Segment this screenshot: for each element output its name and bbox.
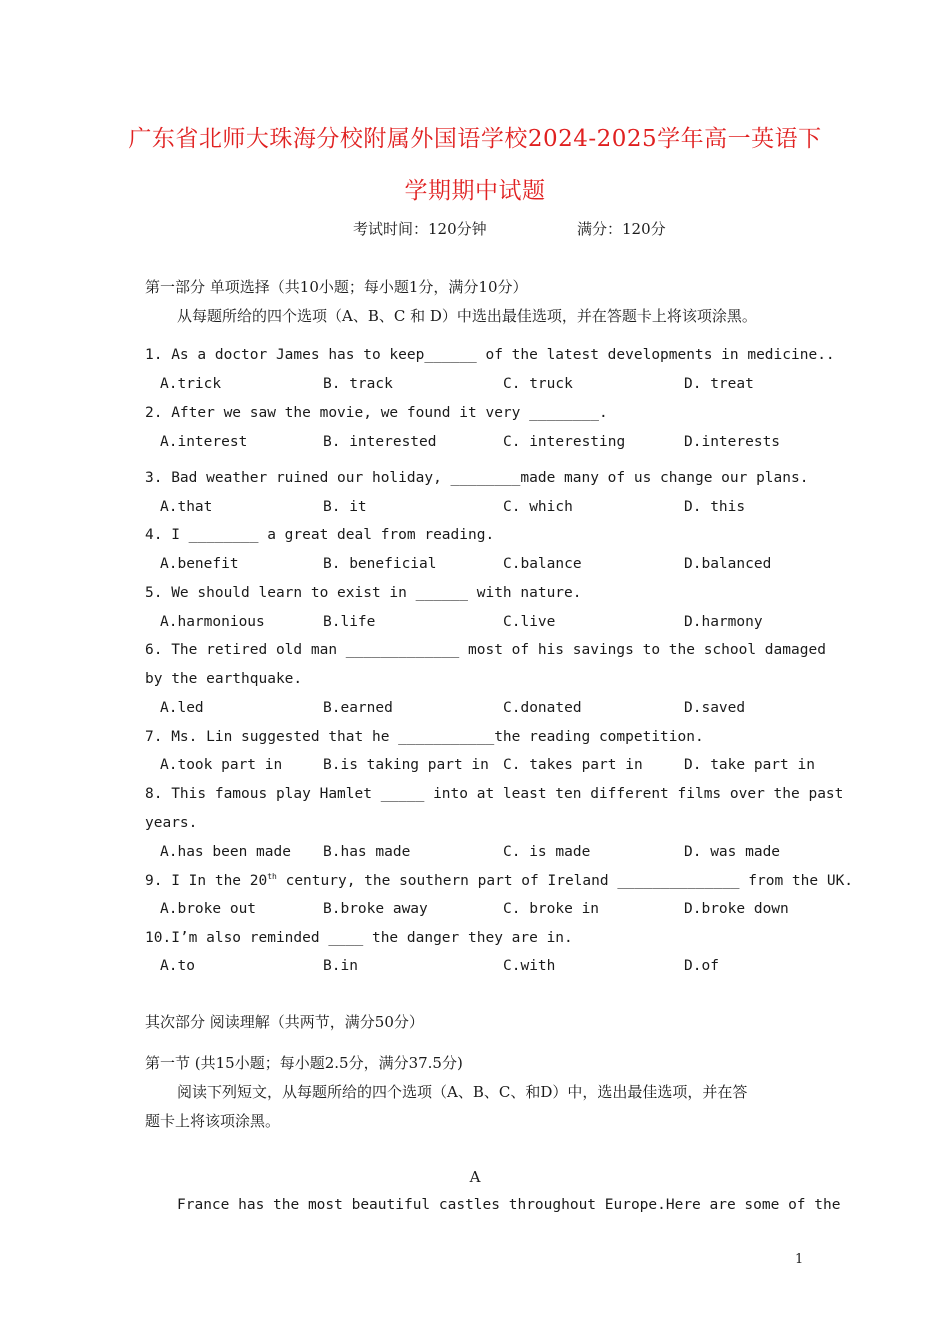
ordinal-suffix: th xyxy=(267,872,277,881)
option-b: B.in xyxy=(323,958,358,974)
option-b: B. interested xyxy=(323,434,437,450)
exam-time: 考试时间：120分钟 xyxy=(353,220,487,238)
option-b: B. track xyxy=(323,376,393,392)
passage-text: France has the most beautiful castles throughout Europe.Here are some of the xyxy=(177,1197,841,1213)
option-c: C.with xyxy=(503,958,556,974)
option-c: C. takes part in xyxy=(503,757,643,773)
document-title-line2: 学期期中试题 xyxy=(404,178,546,204)
option-a: A.to xyxy=(160,958,195,974)
question-stem-start: 9. I In the 20 xyxy=(145,872,268,889)
question-stem: 1. As a doctor James has to keep______ of the latest developments in medicine.. xyxy=(145,347,835,363)
option-d: D. take part in xyxy=(684,757,815,773)
option-b: B. it xyxy=(323,499,367,515)
question-stem: 3. Bad weather ruined our holiday, ________made many of us change our plans. xyxy=(145,470,809,486)
question-options xyxy=(0,499,950,521)
question-options xyxy=(0,700,950,722)
option-b: B. beneficial xyxy=(323,556,437,572)
document-title-line1: 广东省北师大珠海分校附属外国语学校2024-2025学年高一英语下 xyxy=(128,126,822,152)
option-a: A.interest xyxy=(160,434,248,450)
question-options xyxy=(0,757,950,779)
option-b: B.life xyxy=(323,614,376,630)
question-stem: 10.I’m also reminded ____ the danger they are in. xyxy=(145,930,573,946)
question-options xyxy=(0,434,950,456)
option-d: D.broke down xyxy=(684,901,789,917)
question-stem: 4. I ________ a great deal from reading. xyxy=(145,527,495,543)
option-c: C. truck xyxy=(503,376,573,392)
full-score: 满分：120分 xyxy=(577,220,666,238)
option-a: A.led xyxy=(160,700,204,716)
question-stem-continued: years. xyxy=(145,815,198,831)
option-d: D. treat xyxy=(684,376,754,392)
option-d: D.harmony xyxy=(684,614,763,630)
question-options xyxy=(0,901,950,923)
question-stem: 5. We should learn to exist in ______ with nature. xyxy=(145,585,582,601)
option-c: C. which xyxy=(503,499,573,515)
option-c: C.balance xyxy=(503,556,582,572)
option-a: A.broke out xyxy=(160,901,257,917)
reading-instruction-line2: 题卡上将该项涂黑。 xyxy=(145,1112,281,1130)
option-c: C. broke in xyxy=(503,901,600,917)
option-a: A.has been made xyxy=(160,844,291,860)
option-b: B.earned xyxy=(323,700,393,716)
passage-label: A xyxy=(469,1168,481,1186)
part2-heading: 其次部分 阅读理解（共两节，满分50分） xyxy=(145,1013,424,1031)
question-stem xyxy=(145,872,853,889)
question-options xyxy=(0,376,950,398)
option-c: C.donated xyxy=(503,700,582,716)
option-d: D.balanced xyxy=(684,556,772,572)
question-options xyxy=(0,844,950,866)
option-c: C. interesting xyxy=(503,434,626,450)
option-c: C. is made xyxy=(503,844,591,860)
option-a: A.that xyxy=(160,499,213,515)
question-stem: 7. Ms. Lin suggested that he ___________the reading competition. xyxy=(145,729,704,745)
section1-heading: 第一节 (共15小题；每小题2.5分，满分37.5分) xyxy=(145,1054,463,1072)
question-stem-end: century, the southern part of Ireland ______________ from the UK. xyxy=(276,872,854,889)
question-stem: 6. The retired old man _____________ most of his savings to the school damaged xyxy=(145,642,826,658)
question-options xyxy=(0,614,950,636)
option-d: D.interests xyxy=(684,434,781,450)
option-b: B.has made xyxy=(323,844,411,860)
option-d: D. was made xyxy=(684,844,781,860)
option-b: B.is taking part in xyxy=(323,757,489,773)
option-d: D.of xyxy=(684,958,719,974)
part1-instruction: 从每题所给的四个选项（A、B、C 和 D）中选出最佳选项，并在答题卡上将该项涂黑。 xyxy=(177,307,757,325)
question-stem-continued: by the earthquake. xyxy=(145,671,303,687)
option-b: B.broke away xyxy=(323,901,428,917)
option-d: D.saved xyxy=(684,700,746,716)
option-a: A.benefit xyxy=(160,556,239,572)
reading-instruction-line1: 阅读下列短文，从每题所给的四个选项（A、B、C、和D）中，选出最佳选项，并在答 xyxy=(177,1083,748,1101)
question-options xyxy=(0,958,950,980)
option-a: A.harmonious xyxy=(160,614,265,630)
option-a: A.took part in xyxy=(160,757,283,773)
part1-heading: 第一部分 单项选择（共10小题；每小题1分，满分10分） xyxy=(145,278,528,296)
page-number: 1 xyxy=(795,1252,804,1267)
question-options xyxy=(0,556,950,578)
question-stem: 2. After we saw the movie, we found it very ________. xyxy=(145,405,608,421)
option-c: C.live xyxy=(503,614,556,630)
question-stem: 8. This famous play Hamlet _____ into at least ten different films over the past xyxy=(145,786,844,802)
option-d: D. this xyxy=(684,499,746,515)
option-a: A.trick xyxy=(160,376,222,392)
